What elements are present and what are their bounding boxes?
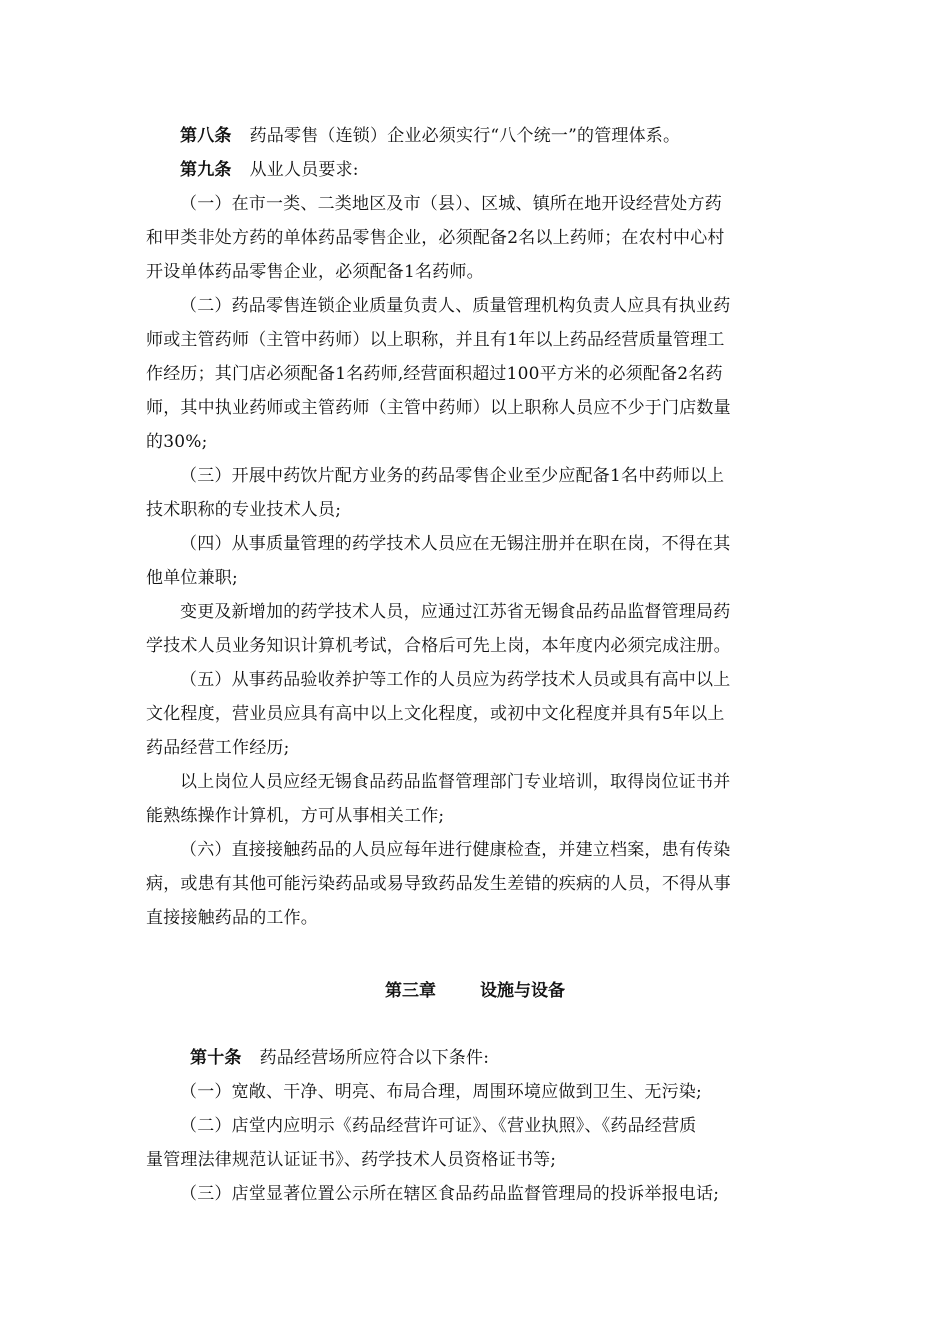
paragraph-line: （五）从事药品验收养护等工作的人员应为药学技术人员或具有高中以上 (180, 670, 731, 690)
article-8-line (180, 119, 806, 153)
article-10-text: 药品经营场所应符合以下条件: (259, 1048, 490, 1068)
paragraph-line: （三）开展中药饮片配方业务的药品零售企业至少应配备1名中药师以上 (180, 466, 725, 486)
paragraph-line: 变更及新增加的药学技术人员，应通过江苏省无锡食品药品监督管理局药 (180, 602, 731, 622)
article-9-line (180, 153, 806, 187)
article-9-label: 第九条 (180, 160, 232, 180)
article-9-text: 从业人员要求: (249, 160, 359, 180)
article-8-text: 药品零售（连锁）企业必须实行“八个统一”的管理体系。 (249, 126, 681, 146)
paragraph-line: 师或主管药师（主管中药师）以上职称，并且有1年以上药品经营质量管理工 (146, 330, 725, 350)
paragraph-line: （二）店堂内应明示《药品经营许可证》、《营业执照》、《药品经营质 (180, 1116, 697, 1136)
paragraph-line: 的30%; (146, 432, 208, 452)
paragraph-line: 药品经营工作经历; (146, 738, 290, 758)
article-8-label: 第八条 (180, 126, 232, 146)
article-10-line (190, 1041, 806, 1075)
paragraph-line: 文化程度，营业员应具有高中以上文化程度，或初中文化程度并具有5年以上 (146, 704, 725, 724)
paragraph-line: 以上岗位人员应经无锡食品药品监督管理部门专业培训，取得岗位证书并 (180, 772, 731, 792)
paragraph-line: （二）药品零售连锁企业质量负责人、质量管理机构负责人应具有执业药 (180, 296, 731, 316)
paragraph-line: （六）直接接触药品的人员应每年进行健康检查，并建立档案，患有传染 (180, 840, 731, 860)
paragraph-line: （四）从事质量管理的药学技术人员应在无锡注册并在职在岗，不得在其 (180, 534, 731, 554)
paragraph-line: 学技术人员业务知识计算机考试，合格后可先上岗，本年度内必须完成注册。 (146, 636, 731, 656)
paragraph-line: 病，或患有其他可能污染药品或易导致药品发生差错的疾病的人员，不得从事 (146, 874, 731, 894)
paragraph-line: 技术职称的专业技术人员; (146, 500, 342, 520)
paragraph-line: 能熟练操作计算机，方可从事相关工作; (146, 806, 445, 826)
chapter-heading (0, 974, 950, 1008)
paragraph-line: 直接接触药品的工作。 (146, 908, 318, 928)
paragraph-line: （一）在市一类、二类地区及市（县）、区城、镇所在地开设经营处方药 (180, 194, 722, 214)
paragraph-line: 师，其中执业药师或主管药师（主管中药师）以上职称人员应不少于门店数量 (146, 398, 731, 418)
paragraph-line: （一）宽敞、干净、明亮、布局合理，周围环境应做到卫生、无污染; (180, 1082, 702, 1102)
chapter-title: 设施与设备 (480, 981, 565, 1001)
chapter-number: 第三章 (385, 981, 436, 1001)
paragraph-line: （三）店堂显著位置公示所在辖区食品药品监督管理局的投诉举报电话; (180, 1184, 720, 1204)
paragraph-line: 开设单体药品零售企业，必须配备1名药师。 (146, 262, 484, 282)
paragraph-line: 他单位兼职; (146, 568, 238, 588)
paragraph-line: 作经历；其门店必须配备1名药师,经营面积超过100平方米的必须配备2名药 (146, 364, 723, 384)
paragraph-line: 和甲类非处方药的单体药品零售企业，必须配备2名以上药师；在农村中心村 (146, 228, 725, 248)
article-10-label: 第十条 (190, 1048, 242, 1068)
paragraph-line: 量管理法律规范认证证书》、药学技术人员资格证书等; (146, 1150, 557, 1170)
